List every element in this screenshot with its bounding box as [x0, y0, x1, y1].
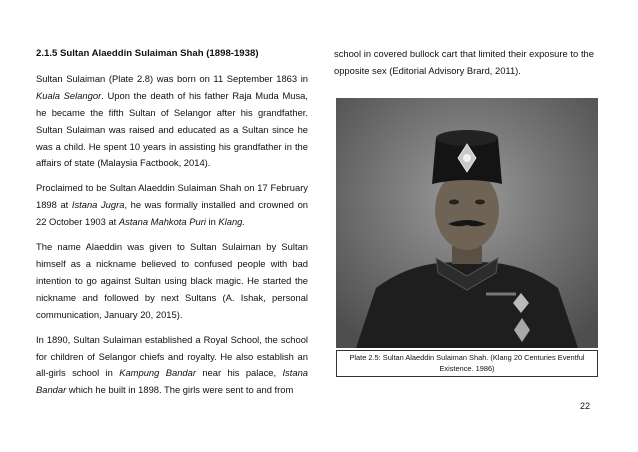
- paragraph-birth: [36, 71, 308, 172]
- right-column: [334, 46, 594, 88]
- page-number: 22: [580, 401, 591, 411]
- left-column: [36, 46, 308, 407]
- text-run: , he was formally installed and crowned on 22 October 1903 at: [36, 199, 308, 228]
- place-name: Astana Mahkota Puri: [118, 216, 206, 228]
- place-name: Istana Jugra: [71, 199, 125, 211]
- place-name: Kampung Bandar: [119, 367, 196, 379]
- paragraph-nickname: The name Alaeddin was given to Sultan Sulaiman by Sultan himself as a nickname believed to confused people with bad intention to go against Sultan using black magic. He started the nickname and followed by next Sultans (A. Ishak, personal communication, January 20, 2015).: [36, 241, 308, 320]
- section-heading: 2.1.5 Sultan Alaeddin Sulaiman Shah (1898-1938): [36, 48, 259, 59]
- text-run: in: [205, 216, 219, 228]
- place-name: Istana Bandar: [36, 367, 308, 396]
- place-name: Klang.: [218, 216, 246, 228]
- text-run: Sultan Sulaiman (Plate 2.8) was born on 11 September 1863 in: [36, 72, 308, 84]
- text-run: near his palace,: [195, 367, 283, 379]
- paragraph-schools: [36, 332, 308, 400]
- text-run: . Upon the death of his father Raja Muda Musa, he became the fifth Sultan of Selangor after his grandfather. Sultan Sulaiman was raised and educated as a Sultan since he was a child. He spent 10 years in assisting his grandfather in the affairs of state (Malaysia Factbook, 2014).: [36, 89, 308, 169]
- text-run: Proclaimed to be Sultan Alaeddin Sulaiman Shah on 17 February 1898 at: [36, 182, 308, 211]
- place-name: Kuala Selangor: [36, 89, 102, 101]
- figure-caption: Plate 2.5: Sultan Alaeddin Sulaiman Shah. (Klang 20 Centuries Eventful Existence. 1986): [336, 350, 598, 377]
- text-run: In 1890, Sultan Sulaiman established a Royal School, the school for children of Selangor chiefs and royalty. He also establish an all-girls school in: [36, 333, 308, 379]
- portrait-illustration: [336, 98, 598, 348]
- sultan-portrait-photo: [336, 98, 598, 348]
- paragraph-proclamation: [36, 180, 308, 231]
- paragraph-continuation: school in covered bullock cart that limited their exposure to the opposite sex (Editorial Advisory Brard, 2011).: [334, 48, 594, 76]
- text-run: which he built in 1898. The girls were sent to and from: [66, 384, 294, 396]
